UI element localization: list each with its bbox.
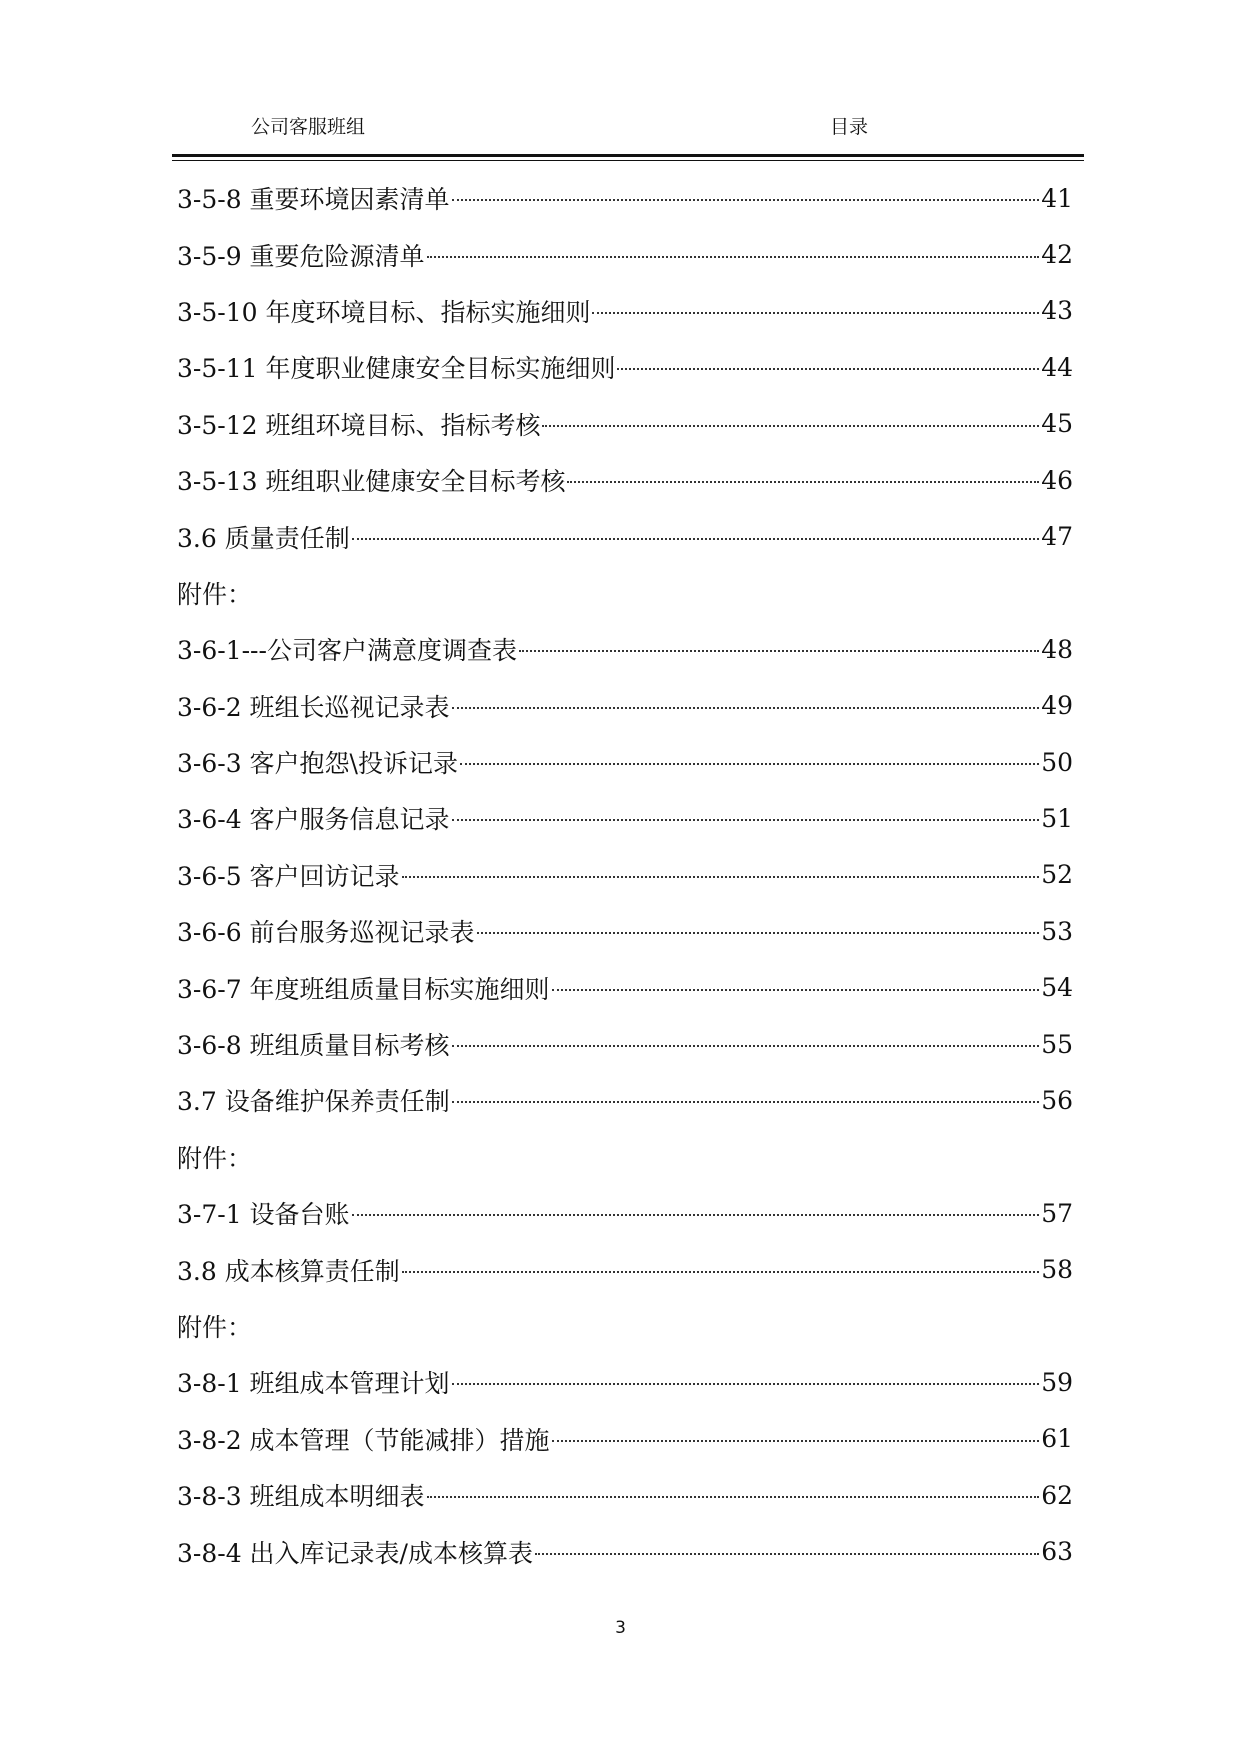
toc-entry-page: 59 xyxy=(1041,1367,1073,1397)
toc-entry-page: 43 xyxy=(1041,296,1073,326)
toc-entry-page: 42 xyxy=(1041,240,1073,270)
toc-entry-label: 3-6-2 班组长巡视记录表 xyxy=(177,692,450,722)
toc-entry[interactable] xyxy=(177,1016,1073,1072)
page-header xyxy=(0,112,1241,142)
toc-entry-page: 47 xyxy=(1041,522,1073,552)
toc-entry[interactable] xyxy=(177,226,1073,282)
toc-entry[interactable] xyxy=(177,1411,1073,1467)
toc-leader-dots xyxy=(352,538,1039,540)
toc-entry[interactable] xyxy=(177,1354,1073,1410)
toc-leader-dots xyxy=(592,312,1039,314)
toc-leader-dots xyxy=(617,368,1039,370)
toc-entry-label: 3-6-5 客户回访记录 xyxy=(177,861,400,891)
toc-entry[interactable] xyxy=(177,1185,1073,1241)
toc-entry-label: 3.6 质量责任制 xyxy=(177,523,350,553)
toc-entry-label: 3-7-1 设备台账 xyxy=(177,1200,350,1230)
toc-entry-label: 3-6-7 年度班组质量目标实施细则 xyxy=(177,974,550,1004)
toc-leader-dots xyxy=(519,650,1039,652)
toc-entry-label: 3-5-12 班组环境目标、指标考核 xyxy=(177,410,541,440)
toc-entry[interactable] xyxy=(177,959,1073,1015)
toc-leader-dots xyxy=(552,1440,1040,1442)
toc-entry-page: 56 xyxy=(1041,1085,1073,1115)
toc-leader-dots xyxy=(452,707,1040,709)
toc-entry-page: 48 xyxy=(1041,634,1073,664)
header-rule-thick xyxy=(172,154,1084,157)
toc-entry[interactable] xyxy=(177,283,1073,339)
toc-entry[interactable] xyxy=(177,1241,1073,1297)
toc-entry[interactable] xyxy=(177,339,1073,395)
header-section-title: 目录 xyxy=(830,116,869,138)
toc-entry[interactable] xyxy=(177,452,1073,508)
toc-entry-label: 附件： xyxy=(177,1313,253,1342)
toc-entry[interactable] xyxy=(177,508,1073,564)
toc-entry-label: 3-6-8 班组质量目标考核 xyxy=(177,1031,450,1061)
toc-entry-label: 3-5-9 重要危险源清单 xyxy=(177,241,425,271)
page-number: 3 xyxy=(615,1618,626,1638)
toc-entry-page: 53 xyxy=(1041,916,1073,946)
toc-leader-dots xyxy=(452,1101,1039,1103)
toc-entry[interactable] xyxy=(177,903,1073,959)
toc-entry[interactable] xyxy=(177,396,1073,452)
toc-entry-label: 3.8 成本核算责任制 xyxy=(177,1256,400,1286)
toc-entry-page: 46 xyxy=(1041,465,1073,495)
toc-entry-label: 3-8-1 班组成本管理计划 xyxy=(177,1369,450,1399)
toc-entry[interactable] xyxy=(177,170,1073,226)
toc-entry-page: 41 xyxy=(1041,183,1073,213)
header-company: 公司客服班组 xyxy=(251,116,366,138)
toc-entry-page: 58 xyxy=(1041,1255,1073,1285)
toc-entry[interactable] xyxy=(177,1467,1073,1523)
toc-leader-dots xyxy=(452,1045,1040,1047)
toc-entry-label: 3-8-3 班组成本明细表 xyxy=(177,1482,425,1512)
toc-entry-label: 3-5-13 班组职业健康安全目标考核 xyxy=(177,467,566,497)
toc-entry[interactable] xyxy=(177,621,1073,677)
toc-entry-label: 附件： xyxy=(177,1143,253,1173)
toc-entry-page: 52 xyxy=(1041,860,1073,890)
toc-leader-dots xyxy=(352,1214,1040,1216)
toc-entry-label: 3-5-8 重要环境因素清单 xyxy=(177,185,450,215)
toc-entry-page: 63 xyxy=(1041,1537,1073,1567)
toc-entry[interactable] xyxy=(177,790,1073,846)
toc-entry-page: 61 xyxy=(1041,1424,1073,1454)
toc-leader-dots xyxy=(427,256,1040,258)
toc-leader-dots xyxy=(452,1383,1040,1385)
toc-entry[interactable] xyxy=(177,847,1073,903)
toc-leader-dots xyxy=(402,876,1040,878)
table-of-contents xyxy=(177,170,1073,1580)
toc-entry[interactable] xyxy=(177,734,1073,790)
toc-entry-label: 3-5-10 年度环境目标、指标实施细则 xyxy=(177,297,591,327)
toc-leader-dots xyxy=(402,1271,1039,1273)
toc-entry-page: 62 xyxy=(1041,1480,1073,1510)
toc-entry[interactable] xyxy=(177,678,1073,734)
toc-entry-page: 45 xyxy=(1041,409,1073,439)
toc-entry-label: 3-6-4 客户服务信息记录 xyxy=(177,805,450,835)
toc-entry-page: 44 xyxy=(1041,352,1073,382)
toc-leader-dots xyxy=(460,763,1039,765)
toc-entry-label: 3-8-2 成本管理（节能减排）措施 xyxy=(177,1425,550,1455)
toc-leader-dots xyxy=(567,481,1039,483)
toc-entry-page: 49 xyxy=(1041,691,1073,721)
toc-entry[interactable] xyxy=(177,1523,1073,1579)
toc-entry[interactable] xyxy=(177,1072,1073,1128)
toc-entry-label: 3.7 设备维护保养责任制 xyxy=(177,1087,450,1117)
toc-entry-label: 3-6-6 前台服务巡视记录表 xyxy=(177,918,475,948)
toc-entry-page: 57 xyxy=(1041,1198,1073,1228)
toc-subheading xyxy=(177,1298,1073,1354)
toc-leader-dots xyxy=(535,1553,1039,1555)
toc-leader-dots xyxy=(542,425,1039,427)
toc-entry-label: 附件： xyxy=(177,579,253,609)
toc-entry-page: 55 xyxy=(1041,1029,1073,1059)
toc-leader-dots xyxy=(427,1496,1040,1498)
toc-leader-dots xyxy=(552,989,1040,991)
toc-entry-label: 3-5-11 年度职业健康安全目标实施细则 xyxy=(177,354,616,384)
toc-leader-dots xyxy=(452,819,1040,821)
toc-entry-label: 3-6-3 客户抱怨\投诉记录 xyxy=(177,749,458,779)
header-rule-thin xyxy=(172,160,1084,161)
toc-subheading xyxy=(177,1129,1073,1185)
toc-leader-dots xyxy=(452,199,1040,201)
toc-subheading xyxy=(177,565,1073,621)
toc-entry-page: 54 xyxy=(1041,973,1073,1003)
toc-entry-page: 51 xyxy=(1041,803,1073,833)
toc-entry-page: 50 xyxy=(1041,747,1073,777)
toc-entry-label: 3-6-1---公司客户满意度调查表 xyxy=(177,636,517,666)
toc-leader-dots xyxy=(477,932,1040,934)
toc-entry-label: 3-8-4 出入库记录表/成本核算表 xyxy=(177,1538,533,1568)
